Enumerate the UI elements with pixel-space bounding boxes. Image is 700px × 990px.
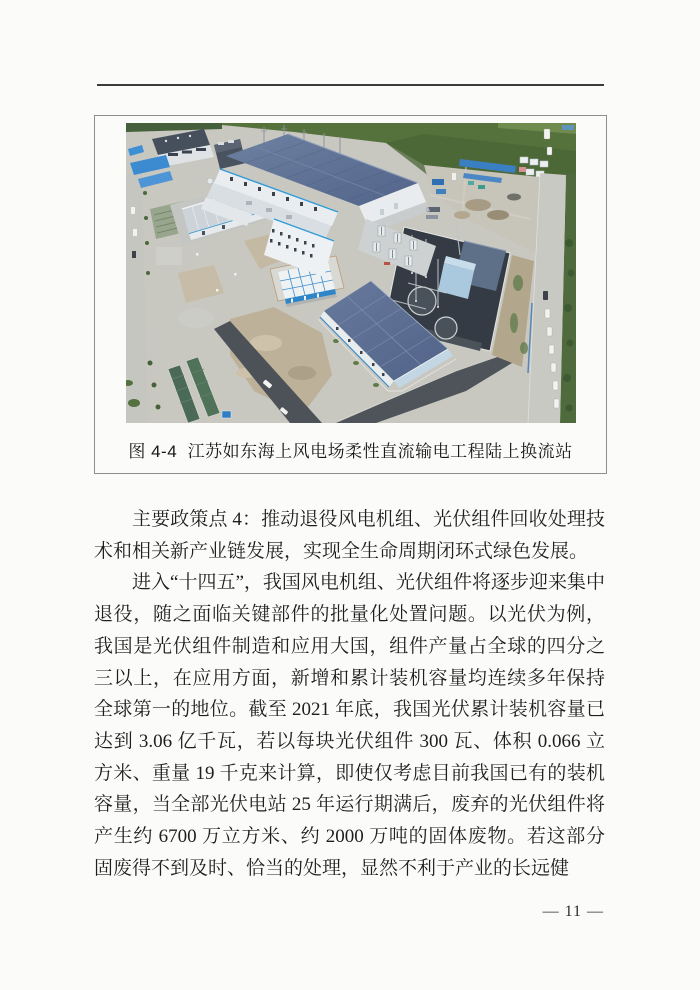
body-text (94, 504, 605, 884)
figure-caption: 图 4-4 江苏如东海上风电场柔性直流输电工程陆上换流站 (128, 442, 573, 461)
converter-station-aerial-photo (126, 123, 576, 423)
page-number: — 11 — (542, 903, 604, 920)
paragraph-pv-retirement: 进入“十四五”，我国风电机组、光伏组件将逐步迎来集中退役，随之面临关键部件的批量化处置问题。以光伏为例，我国是光伏组件制造和应用大国，组件产量占全球的四分之三以上，在应用方面，新增和累计装机容量均连续多年保持全球第一的地位。截至 2021 年底，我国光伏累计装机容量已达到 3.06 亿千瓦，若以每块光伏组件 300 瓦、体积 0.066 立方米、重量 19 千克来计算，即使仅考虑目前我国已有的装机容量，当全部光伏电站 25 年运行期满后，废弃的光伏组件将产生约 6700 万立方米、约 2000 万吨的固体废物。若这部分固废得不到及时、恰当的处理，显然不利于产业的长远健 (94, 572, 605, 879)
figure-4-4 (94, 115, 607, 474)
figure-photo (126, 123, 576, 423)
header-rule (97, 84, 604, 86)
paragraph-policy-point: 主要政策点 4：推动退役风电机组、光伏组件回收处理技术和相关新产业链发展，实现全生命周期闭环式绿色发展。 (94, 509, 605, 562)
